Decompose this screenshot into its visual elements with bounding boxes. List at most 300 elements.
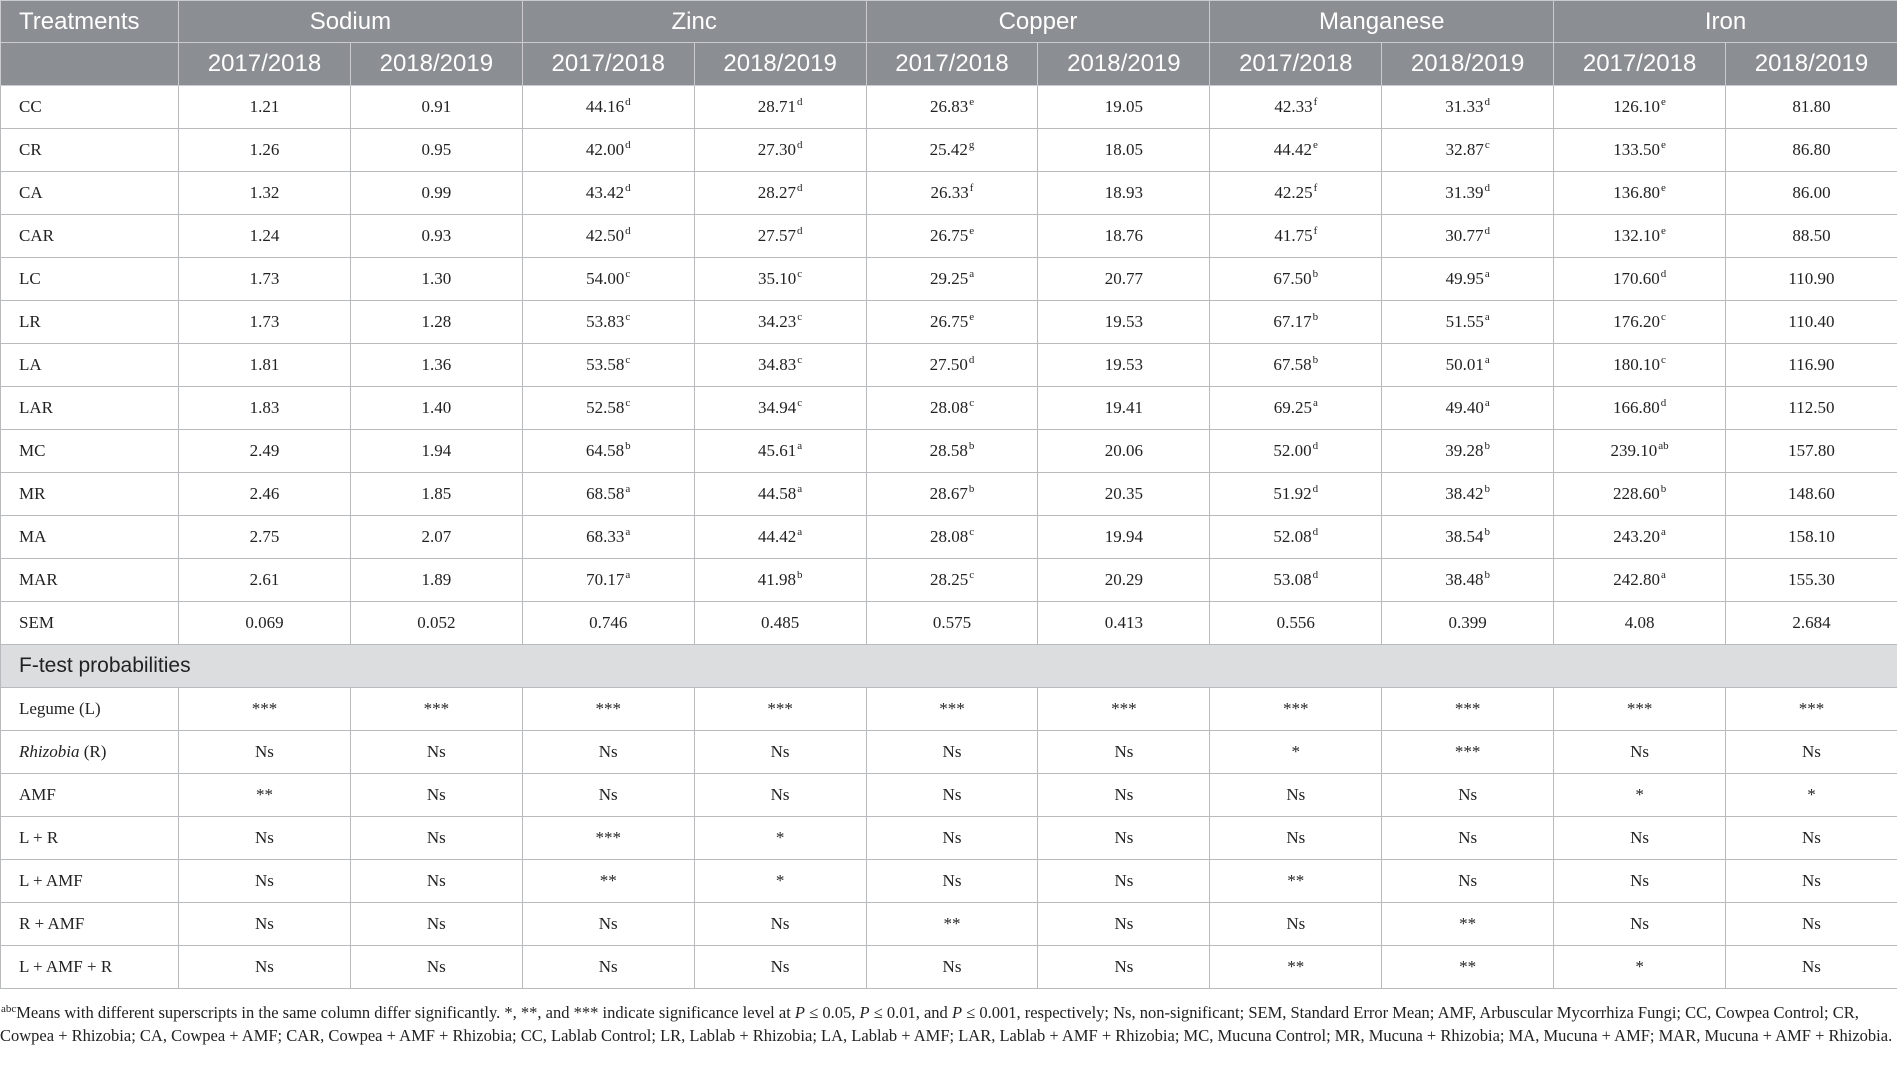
data-cell	[1210, 344, 1382, 387]
data-cell	[1210, 516, 1382, 559]
probability-cell: **	[179, 774, 351, 817]
cell-value: 26.33	[930, 183, 969, 202]
data-cell	[522, 559, 694, 602]
data-cell	[1038, 387, 1210, 430]
data-cell	[179, 86, 351, 129]
cell-value: 0.95	[421, 140, 452, 159]
significance-letter: c	[1661, 311, 1666, 323]
data-cell	[694, 430, 866, 473]
probability-cell: Ns	[1554, 731, 1726, 774]
table-row	[1, 387, 1897, 430]
probability-cell: **	[1210, 946, 1382, 989]
cell-value: 67.58	[1273, 355, 1312, 374]
footnote-p-symbol: P	[794, 1003, 806, 1022]
table-header	[1, 1, 1897, 86]
data-cell	[179, 172, 351, 215]
significance-letter: c	[625, 311, 631, 323]
cell-value: 1.21	[249, 97, 280, 116]
significance-letter: d	[1660, 268, 1667, 280]
table-row	[1, 258, 1897, 301]
data-cell	[1210, 387, 1382, 430]
significance-letter: d	[1312, 569, 1319, 581]
cell-value: 41.75	[1274, 226, 1313, 245]
significance-letter: d	[968, 354, 975, 366]
probability-cell: **	[1210, 860, 1382, 903]
significance-letter: a	[1484, 397, 1490, 409]
cell-value: 69.25	[1273, 398, 1312, 417]
significance-letter: b	[1484, 483, 1491, 495]
cell-value: 52.00	[1273, 441, 1312, 460]
data-cell	[1382, 430, 1554, 473]
significance-letter: d	[1312, 440, 1319, 452]
data-cell	[866, 172, 1038, 215]
data-cell	[1210, 559, 1382, 602]
cell-value: 27.57	[757, 226, 796, 245]
data-cell	[179, 473, 351, 516]
probability-cell: Ns	[866, 774, 1038, 817]
probability-cell: Ns	[694, 946, 866, 989]
data-cell	[350, 172, 522, 215]
significance-letter: a	[1484, 354, 1490, 366]
cell-value: 110.40	[1788, 312, 1835, 331]
data-cell	[1038, 559, 1210, 602]
data-cell	[1382, 258, 1554, 301]
cell-value: 242.80	[1613, 570, 1660, 589]
cell-value: 1.73	[249, 312, 280, 331]
cell-value: 0.485	[760, 613, 800, 632]
data-cell	[522, 301, 694, 344]
row-label: MR	[1, 473, 179, 516]
year-header: 2017/2018	[1210, 43, 1382, 86]
significance-letter: c	[969, 569, 975, 581]
significance-letter: a	[1484, 311, 1490, 323]
cell-value: 0.575	[932, 613, 972, 632]
cell-value: 42.00	[585, 140, 625, 159]
cell-value: 1.94	[421, 441, 452, 460]
probability-cell: Ns	[350, 774, 522, 817]
significance-letter: b	[1660, 483, 1667, 495]
data-cell	[1726, 473, 1897, 516]
cell-value: 0.91	[421, 97, 452, 116]
data-cell	[1038, 344, 1210, 387]
cell-value: 44.58	[758, 484, 797, 503]
significance-letter: e	[1661, 225, 1666, 237]
table-row	[1, 344, 1897, 387]
probability-cell: Ns	[1038, 774, 1210, 817]
data-cell	[866, 215, 1038, 258]
probability-cell: **	[866, 903, 1038, 946]
cell-value: 180.10	[1613, 355, 1660, 374]
cell-value: 20.35	[1104, 484, 1144, 503]
data-cell	[1726, 258, 1897, 301]
year-header: 2018/2019	[350, 43, 522, 86]
year-header: 2017/2018	[179, 43, 351, 86]
data-cell	[866, 602, 1038, 645]
data-cell	[1726, 559, 1897, 602]
significance-letter: c	[969, 397, 975, 409]
data-cell	[522, 516, 694, 559]
probability-cell: Ns	[866, 731, 1038, 774]
data-cell	[1210, 258, 1382, 301]
cell-value: 44.16	[585, 97, 625, 116]
data-cell	[179, 215, 351, 258]
cell-value: 19.05	[1104, 97, 1144, 116]
cell-value: 148.60	[1788, 484, 1835, 503]
data-cell	[866, 86, 1038, 129]
data-cell	[350, 387, 522, 430]
cell-value: 43.42	[585, 183, 625, 202]
ftest-row	[1, 903, 1897, 946]
significance-letter: a	[797, 483, 803, 495]
data-cell	[1038, 516, 1210, 559]
data-cell	[1382, 602, 1554, 645]
cell-value: 68.58	[586, 484, 625, 503]
cell-value: 0.93	[421, 226, 452, 245]
data-cell	[1726, 215, 1897, 258]
significance-letter: b	[1312, 354, 1319, 366]
data-cell	[1382, 559, 1554, 602]
data-cell	[350, 129, 522, 172]
cell-value: 25.42	[929, 140, 968, 159]
significance-letter: d	[796, 182, 803, 194]
data-cell	[1038, 172, 1210, 215]
significance-letter: d	[625, 96, 631, 108]
probability-cell: Ns	[1382, 774, 1554, 817]
data-cell	[350, 473, 522, 516]
significance-letter: c	[1661, 354, 1666, 366]
cell-value: 20.29	[1104, 570, 1144, 589]
group-header-iron: Iron	[1554, 1, 1897, 43]
cell-value: 19.94	[1104, 527, 1144, 546]
cell-value: 112.50	[1788, 398, 1835, 417]
cell-value: 26.75	[929, 226, 969, 245]
data-cell	[1382, 344, 1554, 387]
probability-cell: Ns	[179, 946, 351, 989]
data-cell	[866, 473, 1038, 516]
probability-cell: Ns	[694, 774, 866, 817]
footnote-text: ≤ 0.05,	[805, 1003, 860, 1022]
cell-value: 86.80	[1792, 140, 1831, 159]
data-cell	[1382, 86, 1554, 129]
cell-value: 20.06	[1104, 441, 1144, 460]
cell-value: 176.20	[1613, 312, 1660, 331]
probability-cell: Ns	[1382, 817, 1554, 860]
cell-value: 30.77	[1445, 226, 1484, 245]
cell-value: 34.94	[758, 398, 797, 417]
data-cell	[1554, 473, 1726, 516]
data-cell	[522, 172, 694, 215]
row-label: LAR	[1, 387, 179, 430]
cell-value: 133.50	[1613, 140, 1660, 159]
footnote-text: ≤ 0.01, and	[869, 1003, 952, 1022]
cell-value: 136.80	[1613, 183, 1660, 202]
cell-value: 1.73	[249, 269, 280, 288]
data-cell	[866, 559, 1038, 602]
ftest-row	[1, 817, 1897, 860]
footnote-text: Means with different superscripts in the same column differ significantly. *, **, and *** indicate significance level at	[16, 1003, 795, 1022]
data-cell	[522, 86, 694, 129]
cell-value: 27.50	[929, 355, 968, 374]
data-cell	[179, 129, 351, 172]
row-label-italic: Rhizobia	[19, 742, 80, 761]
significance-letter: g	[968, 139, 975, 151]
year-header: 2017/2018	[1554, 43, 1726, 86]
significance-letter: c	[625, 268, 631, 280]
probability-cell: ***	[522, 688, 694, 731]
probability-cell: Ns	[1038, 860, 1210, 903]
cell-value: 158.10	[1788, 527, 1835, 546]
probability-cell: ***	[179, 688, 351, 731]
probability-cell: *	[1554, 946, 1726, 989]
data-cell	[694, 602, 866, 645]
section-row	[1, 645, 1897, 688]
probability-cell: ***	[350, 688, 522, 731]
cell-value: 45.61	[758, 441, 797, 460]
significance-letter: f	[1313, 225, 1318, 237]
probability-cell: Ns	[350, 903, 522, 946]
group-header-zinc: Zinc	[522, 1, 866, 43]
cell-value: 4.08	[1624, 613, 1655, 632]
probability-cell: Ns	[1210, 774, 1382, 817]
row-label: CR	[1, 129, 179, 172]
data-cell	[694, 344, 866, 387]
data-cell	[694, 301, 866, 344]
cell-value: 49.40	[1445, 398, 1484, 417]
row-label: SEM	[1, 602, 179, 645]
cell-value: 42.33	[1274, 97, 1313, 116]
table-footnote	[0, 1001, 1893, 1047]
data-cell	[1726, 516, 1897, 559]
cell-value: 18.93	[1104, 183, 1144, 202]
table-row	[1, 172, 1897, 215]
data-cell	[350, 559, 522, 602]
significance-letter: a	[1484, 268, 1490, 280]
year-header: 2018/2019	[1382, 43, 1554, 86]
probability-cell: Ns	[179, 731, 351, 774]
cell-value: 132.10	[1613, 226, 1660, 245]
cell-value: 228.60	[1612, 484, 1660, 503]
significance-letter: a	[797, 526, 803, 538]
probability-cell: Ns	[1038, 817, 1210, 860]
cell-value: 2.46	[249, 484, 280, 503]
cell-value: 0.556	[1276, 613, 1315, 632]
significance-letter: d	[1312, 526, 1319, 538]
significance-letter: a	[1661, 569, 1666, 581]
data-cell	[1382, 516, 1554, 559]
significance-letter: d	[625, 139, 631, 151]
cell-value: 28.08	[929, 398, 969, 417]
row-label: CC	[1, 86, 179, 129]
year-header-spacer	[1, 43, 179, 86]
data-cell	[866, 387, 1038, 430]
data-cell	[866, 301, 1038, 344]
cell-value: 68.33	[586, 527, 625, 546]
cell-value: 64.58	[585, 441, 625, 460]
section-label: F-test probabilities	[1, 645, 1897, 688]
cell-value: 51.55	[1445, 312, 1484, 331]
data-cell	[1726, 172, 1897, 215]
probability-cell: *	[1726, 774, 1897, 817]
cell-value: 166.80	[1612, 398, 1660, 417]
row-label: CAR	[1, 215, 179, 258]
cell-value: 41.98	[757, 570, 796, 589]
significance-letter: a	[969, 268, 975, 280]
data-cell	[1038, 301, 1210, 344]
data-cell	[1726, 344, 1897, 387]
ftest-row	[1, 946, 1897, 989]
row-label: R + AMF	[1, 903, 179, 946]
cell-value: 1.36	[421, 355, 452, 374]
cell-value: 38.54	[1445, 527, 1484, 546]
cell-value: 86.00	[1792, 183, 1831, 202]
cell-value: 26.83	[929, 97, 969, 116]
cell-value: 31.39	[1445, 183, 1484, 202]
footnote-p-symbol: P	[951, 1003, 963, 1022]
group-header-row	[1, 1, 1897, 43]
data-cell	[350, 215, 522, 258]
data-cell	[866, 129, 1038, 172]
data-cell	[179, 602, 351, 645]
significance-letter: a	[625, 569, 631, 581]
significance-letter: b	[1484, 526, 1491, 538]
probability-cell: Ns	[866, 946, 1038, 989]
data-cell	[694, 559, 866, 602]
probability-cell: Ns	[1554, 817, 1726, 860]
data-cell	[1038, 473, 1210, 516]
year-header: 2017/2018	[522, 43, 694, 86]
cell-value: 28.27	[757, 183, 796, 202]
table-row	[1, 215, 1897, 258]
cell-value: 2.07	[421, 527, 452, 546]
year-header: 2018/2019	[1038, 43, 1210, 86]
cell-value: 38.42	[1445, 484, 1484, 503]
data-cell	[1382, 172, 1554, 215]
cell-value: 28.25	[929, 570, 969, 589]
cell-value: 1.26	[249, 140, 280, 159]
row-label: LR	[1, 301, 179, 344]
data-cell	[1726, 86, 1897, 129]
cell-value: 18.76	[1104, 226, 1144, 245]
significance-letter: d	[796, 225, 803, 237]
ftest-row	[1, 731, 1897, 774]
significance-letter: a	[1661, 526, 1666, 538]
probability-cell: Ns	[1210, 903, 1382, 946]
data-cell	[1210, 172, 1382, 215]
row-label: AMF	[1, 774, 179, 817]
cell-value: 53.08	[1273, 570, 1312, 589]
group-header-copper: Copper	[866, 1, 1210, 43]
cell-value: 32.87	[1445, 140, 1484, 159]
data-cell	[350, 301, 522, 344]
probability-cell: **	[1382, 903, 1554, 946]
cell-value: 28.58	[929, 441, 968, 460]
cell-value: 155.30	[1788, 570, 1835, 589]
significance-letter: b	[625, 440, 631, 452]
probability-cell: Ns	[350, 860, 522, 903]
probability-cell: Ns	[1726, 731, 1897, 774]
probability-cell: Ns	[1726, 903, 1897, 946]
cell-value: 0.746	[589, 613, 628, 632]
data-cell	[522, 430, 694, 473]
row-label: L + R	[1, 817, 179, 860]
cell-value: 0.052	[417, 613, 456, 632]
significance-letter: d	[1484, 96, 1491, 108]
significance-letter: c	[797, 397, 803, 409]
probability-cell: ***	[522, 817, 694, 860]
footnote-superscript: abc	[1, 1003, 17, 1015]
data-cell	[1210, 86, 1382, 129]
data-cell	[866, 430, 1038, 473]
table-row	[1, 559, 1897, 602]
significance-letter: e	[969, 225, 975, 237]
table-row	[1, 301, 1897, 344]
cell-value: 34.23	[758, 312, 797, 331]
table-row	[1, 602, 1897, 645]
significance-letter: e	[1661, 182, 1666, 194]
probability-cell: *	[694, 860, 866, 903]
year-header-row	[1, 43, 1897, 86]
significance-letter: d	[1660, 397, 1667, 409]
cell-value: 38.48	[1445, 570, 1484, 589]
cell-value: 28.08	[929, 527, 969, 546]
group-header-manganese: Manganese	[1210, 1, 1554, 43]
row-label: MAR	[1, 559, 179, 602]
year-header: 2018/2019	[1726, 43, 1897, 86]
data-cell	[1726, 129, 1897, 172]
cell-value: 42.25	[1274, 183, 1313, 202]
significance-letter: c	[797, 354, 803, 366]
cell-value: 34.83	[758, 355, 797, 374]
significance-letter: a	[625, 483, 631, 495]
data-cell	[1726, 602, 1897, 645]
significance-letter: b	[1484, 440, 1491, 452]
cell-value: 42.50	[585, 226, 625, 245]
cell-value: 20.77	[1104, 269, 1144, 288]
cell-value: 52.58	[586, 398, 625, 417]
data-cell	[694, 387, 866, 430]
cell-value: 35.10	[758, 269, 797, 288]
probability-cell: **	[1382, 946, 1554, 989]
significance-letter: d	[625, 225, 631, 237]
data-cell	[1554, 430, 1726, 473]
significance-letter: e	[969, 311, 975, 323]
cell-value: 1.30	[421, 269, 452, 288]
data-cell	[1726, 430, 1897, 473]
cell-value: 2.61	[249, 570, 280, 589]
probability-cell: *	[1210, 731, 1382, 774]
data-cell	[1038, 215, 1210, 258]
data-cell	[179, 344, 351, 387]
probability-cell: Ns	[179, 860, 351, 903]
significance-letter: c	[969, 526, 975, 538]
cell-value: 1.24	[249, 226, 280, 245]
data-cell	[1210, 602, 1382, 645]
cell-value: 0.069	[245, 613, 284, 632]
cell-value: 2.684	[1792, 613, 1831, 632]
cell-value: 1.40	[421, 398, 452, 417]
data-cell	[1726, 387, 1897, 430]
table-row	[1, 516, 1897, 559]
cell-value: 18.05	[1104, 140, 1144, 159]
cell-value: 0.413	[1104, 613, 1144, 632]
significance-letter: a	[625, 526, 631, 538]
cell-value: 81.80	[1792, 97, 1831, 116]
data-cell	[1210, 129, 1382, 172]
significance-letter: c	[797, 311, 803, 323]
significance-letter: f	[1313, 96, 1318, 108]
data-cell	[350, 258, 522, 301]
cell-value: 54.00	[586, 269, 625, 288]
